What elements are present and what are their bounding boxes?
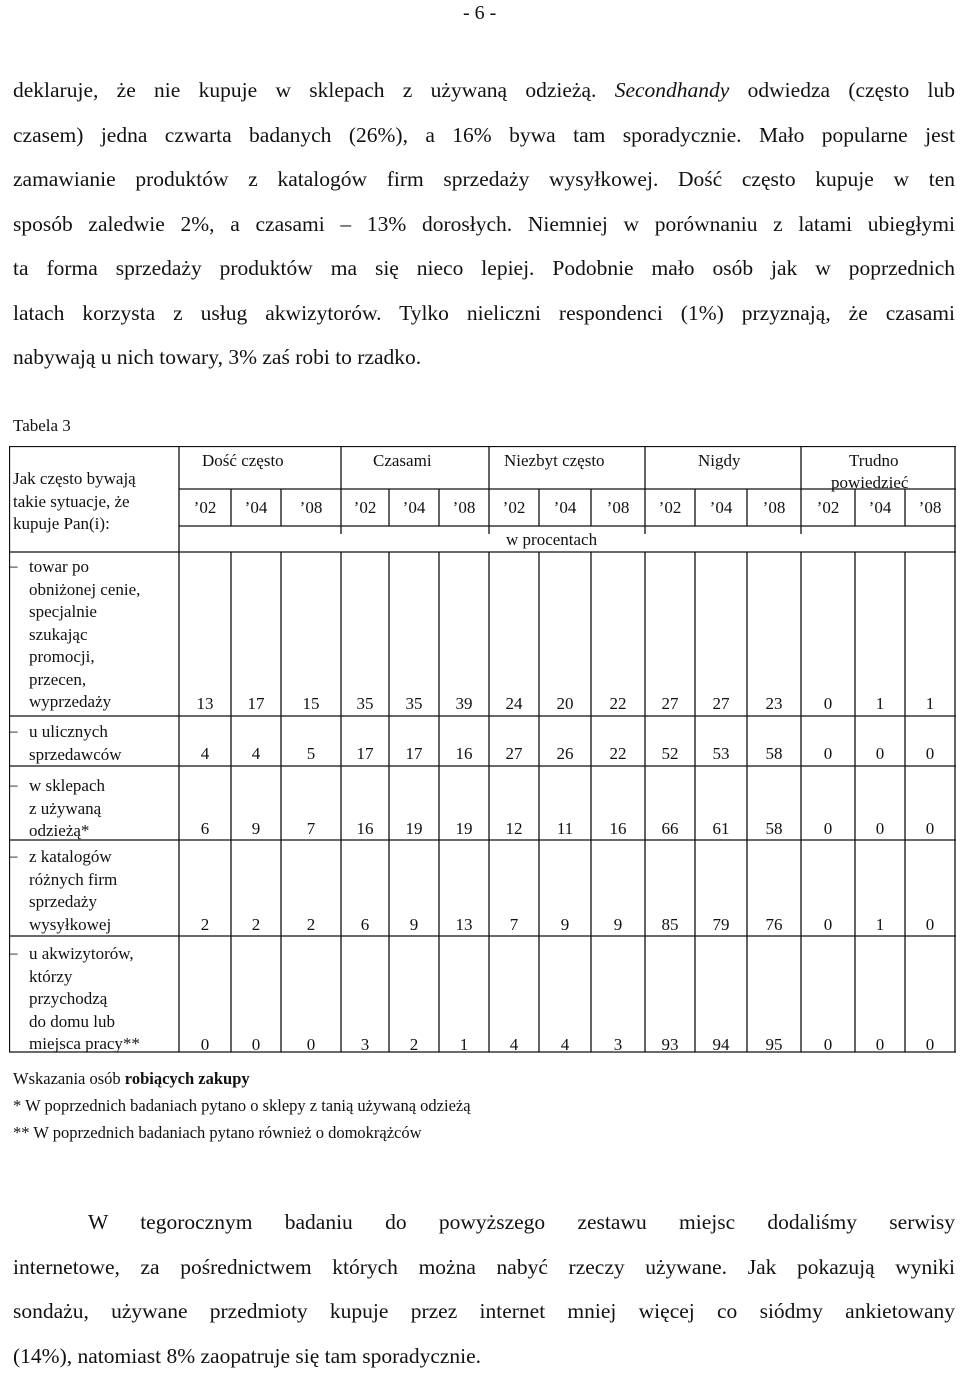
table-cell: 24 [494, 694, 534, 714]
row-label-line: z używaną [29, 798, 189, 821]
table-cell: 95 [754, 1035, 794, 1055]
table-cell: 20 [545, 694, 585, 714]
table-cell: 2 [394, 1035, 434, 1055]
table-cell: 17 [345, 744, 385, 764]
group-header: Trudno [849, 451, 898, 471]
table-cell: 66 [650, 819, 690, 839]
year-header: ’08 [754, 498, 794, 518]
table-cell: 2 [291, 915, 331, 935]
row-label-line: przychodzą [29, 988, 189, 1011]
row-label-line: u ulicznych [29, 721, 189, 744]
year-header: ’08 [291, 498, 331, 518]
row-label [29, 556, 189, 714]
table-cell: 7 [291, 819, 331, 839]
row-label-line: w sklepach [29, 775, 189, 798]
intro-italic: Secondhandy [615, 78, 730, 102]
table-cell: 52 [650, 744, 690, 764]
table-cell: 16 [444, 744, 484, 764]
year-header: ’04 [545, 498, 585, 518]
row-label-line: promocji, [29, 646, 189, 669]
row-label-line: u akwizytorów, [29, 943, 189, 966]
intro-line: nabywają u nich towary, 3% zaś robi to rzadko. [13, 335, 955, 380]
table-cell: 13 [185, 694, 225, 714]
group-header: Dość często [202, 451, 284, 471]
table-cell: 93 [650, 1035, 690, 1055]
table-cell: 16 [345, 819, 385, 839]
outro-line: internetowe, za pośrednictwem których można nabyć rzeczy używane. Jak pokazują wyniki [13, 1245, 955, 1290]
table-cell: 94 [701, 1035, 741, 1055]
row-dash: – [9, 556, 18, 576]
year-header: ’04 [236, 498, 276, 518]
table-cell: 9 [394, 915, 434, 935]
table-cell: 11 [545, 819, 585, 839]
row-label-line: sprzedawców [29, 744, 189, 767]
table-cell: 15 [291, 694, 331, 714]
intro-line: latach korzysta z usług akwizytorów. Tylko nieliczni respondenci (1%) przyznają, że czasami [13, 291, 955, 336]
row-label [29, 721, 189, 766]
year-header: ’02 [185, 498, 225, 518]
row-label-line: z katalogów [29, 846, 189, 869]
group-header-line2: powiedzieć [831, 473, 908, 493]
row-label-line: odzieżą* [29, 820, 189, 843]
table-cell: 17 [236, 694, 276, 714]
table-cell: 0 [860, 1035, 900, 1055]
table-cell: 5 [291, 744, 331, 764]
table-cell: 9 [598, 915, 638, 935]
table-cell: 0 [808, 1035, 848, 1055]
table-cell: 4 [236, 744, 276, 764]
group-header: Czasami [373, 451, 432, 471]
row-label-line: wyprzedaży [29, 691, 189, 714]
data-table [9, 446, 956, 1062]
table-cell: 85 [650, 915, 690, 935]
table-cell: 0 [910, 915, 950, 935]
table-cell: 2 [236, 915, 276, 935]
year-header: ’02 [494, 498, 534, 518]
outro-line: sondażu, używane przedmioty kupuje przez internet mniej więcej co siódmy ankietowany [13, 1289, 955, 1334]
table-cell: 6 [185, 819, 225, 839]
outro-paragraph [13, 1200, 955, 1378]
year-header: ’04 [394, 498, 434, 518]
table-cell: 0 [808, 694, 848, 714]
table-cell: 61 [701, 819, 741, 839]
row-label [29, 943, 189, 1056]
table-cell: 6 [345, 915, 385, 935]
table-cell: 1 [860, 694, 900, 714]
table-cell: 0 [236, 1035, 276, 1055]
group-header: Nigdy [698, 451, 741, 471]
table-cell: 7 [494, 915, 534, 935]
table-cell: 17 [394, 744, 434, 764]
row-label-line: towar po [29, 556, 189, 579]
table-cell: 0 [910, 1035, 950, 1055]
table-cell: 0 [808, 819, 848, 839]
row-label-line: różnych firm [29, 869, 189, 892]
note-2: ** W poprzednich badaniach pytano również o domokrążców [13, 1123, 422, 1143]
row-label-line: wysyłkowej [29, 914, 189, 937]
table-cell: 26 [545, 744, 585, 764]
table-cell: 4 [494, 1035, 534, 1055]
row-label [29, 846, 189, 936]
table-cell: 0 [860, 744, 900, 764]
table-cell: 0 [808, 744, 848, 764]
table-cell: 4 [185, 744, 225, 764]
row-dash: – [9, 846, 18, 866]
table-cell: 1 [910, 694, 950, 714]
row-label-line: do domu lub [29, 1011, 189, 1034]
table-cell: 0 [185, 1035, 225, 1055]
table-cell: 1 [860, 915, 900, 935]
table-cell: 1 [444, 1035, 484, 1055]
year-header: ’08 [598, 498, 638, 518]
table-cell: 0 [291, 1035, 331, 1055]
row-label-line: miejsca pracy** [29, 1033, 189, 1056]
table-cell: 0 [808, 915, 848, 935]
note-1: * W poprzednich badaniach pytano o sklepy z tanią używaną odzieżą [13, 1096, 471, 1116]
table-cell: 0 [860, 819, 900, 839]
row-label-line: specjalnie [29, 601, 189, 624]
table-cell: 19 [444, 819, 484, 839]
page-number: - 6 - [463, 2, 496, 25]
table-cell: 4 [545, 1035, 585, 1055]
table-cell: 9 [545, 915, 585, 935]
unit-label: w procentach [506, 530, 597, 550]
table-cell: 53 [701, 744, 741, 764]
table-cell: 35 [394, 694, 434, 714]
intro-line: ta forma sprzedaży produktów ma się nieco lepiej. Podobnie mało osób jak w poprzednich [13, 246, 955, 291]
row-label-line: sprzedaży [29, 891, 189, 914]
table-cell: 22 [598, 694, 638, 714]
table-cell: 39 [444, 694, 484, 714]
row-label-line: którzy [29, 966, 189, 989]
table-cell: 3 [345, 1035, 385, 1055]
year-header: ’04 [860, 498, 900, 518]
group-header: Niezbyt często [504, 451, 605, 471]
intro-line: sposób zaledwie 2%, a czasami – 13% dorosłych. Niemniej w porównaniu z latami ubiegłymi [13, 202, 955, 247]
table-cell: 23 [754, 694, 794, 714]
year-header: ’08 [444, 498, 484, 518]
table-cell: 22 [598, 744, 638, 764]
table-cell: 27 [650, 694, 690, 714]
row-dash: – [9, 943, 18, 963]
row-label [29, 775, 189, 843]
table-caption: Tabela 3 [13, 416, 71, 436]
table-cell: 13 [444, 915, 484, 935]
row-label-line: przecen, [29, 669, 189, 692]
table-cell: 58 [754, 744, 794, 764]
year-header: ’02 [650, 498, 690, 518]
table-cell: 9 [236, 819, 276, 839]
table-cell: 3 [598, 1035, 638, 1055]
row-label-line: obniżonej cenie, [29, 579, 189, 602]
year-header: ’08 [910, 498, 950, 518]
year-header: ’02 [808, 498, 848, 518]
row-dash: – [9, 721, 18, 741]
outro-line: (14%), natomiast 8% zaopatruje się tam sporadycznie. [13, 1334, 955, 1378]
intro-line: czasem) jedna czwarta badanych (26%), a 16% bywa tam sporadycznie. Mało popularne jest [13, 113, 955, 158]
row-label-line: szukając [29, 624, 189, 647]
table-cell: 27 [701, 694, 741, 714]
table-cell: 0 [910, 819, 950, 839]
table-cell: 27 [494, 744, 534, 764]
table-question: Jak często bywają takie sytuacje, że kupuje Pan(i): [13, 468, 136, 536]
year-header: ’02 [345, 498, 385, 518]
intro-line: zamawianie produktów z katalogów firm sprzedaży wysyłkowej. Dość często kupuje w ten [13, 157, 955, 202]
row-dash: – [9, 775, 18, 795]
table-cell: 58 [754, 819, 794, 839]
note-main: Wskazania osób robiących zakupy [13, 1069, 250, 1089]
table-cell: 12 [494, 819, 534, 839]
table-cell: 19 [394, 819, 434, 839]
intro-line: deklaruje, że nie kupuje w sklepach z używaną odzieżą. Secondhandy odwiedza (często lub [13, 68, 955, 113]
table-cell: 79 [701, 915, 741, 935]
year-header: ’04 [701, 498, 741, 518]
outro-line: W tegorocznym badaniu do powyższego zestawu miejsc dodaliśmy serwisy [13, 1200, 955, 1245]
table-cell: 0 [910, 744, 950, 764]
table-cell: 2 [185, 915, 225, 935]
table-cell: 76 [754, 915, 794, 935]
intro-paragraph [13, 68, 955, 380]
table-cell: 35 [345, 694, 385, 714]
table-cell: 16 [598, 819, 638, 839]
